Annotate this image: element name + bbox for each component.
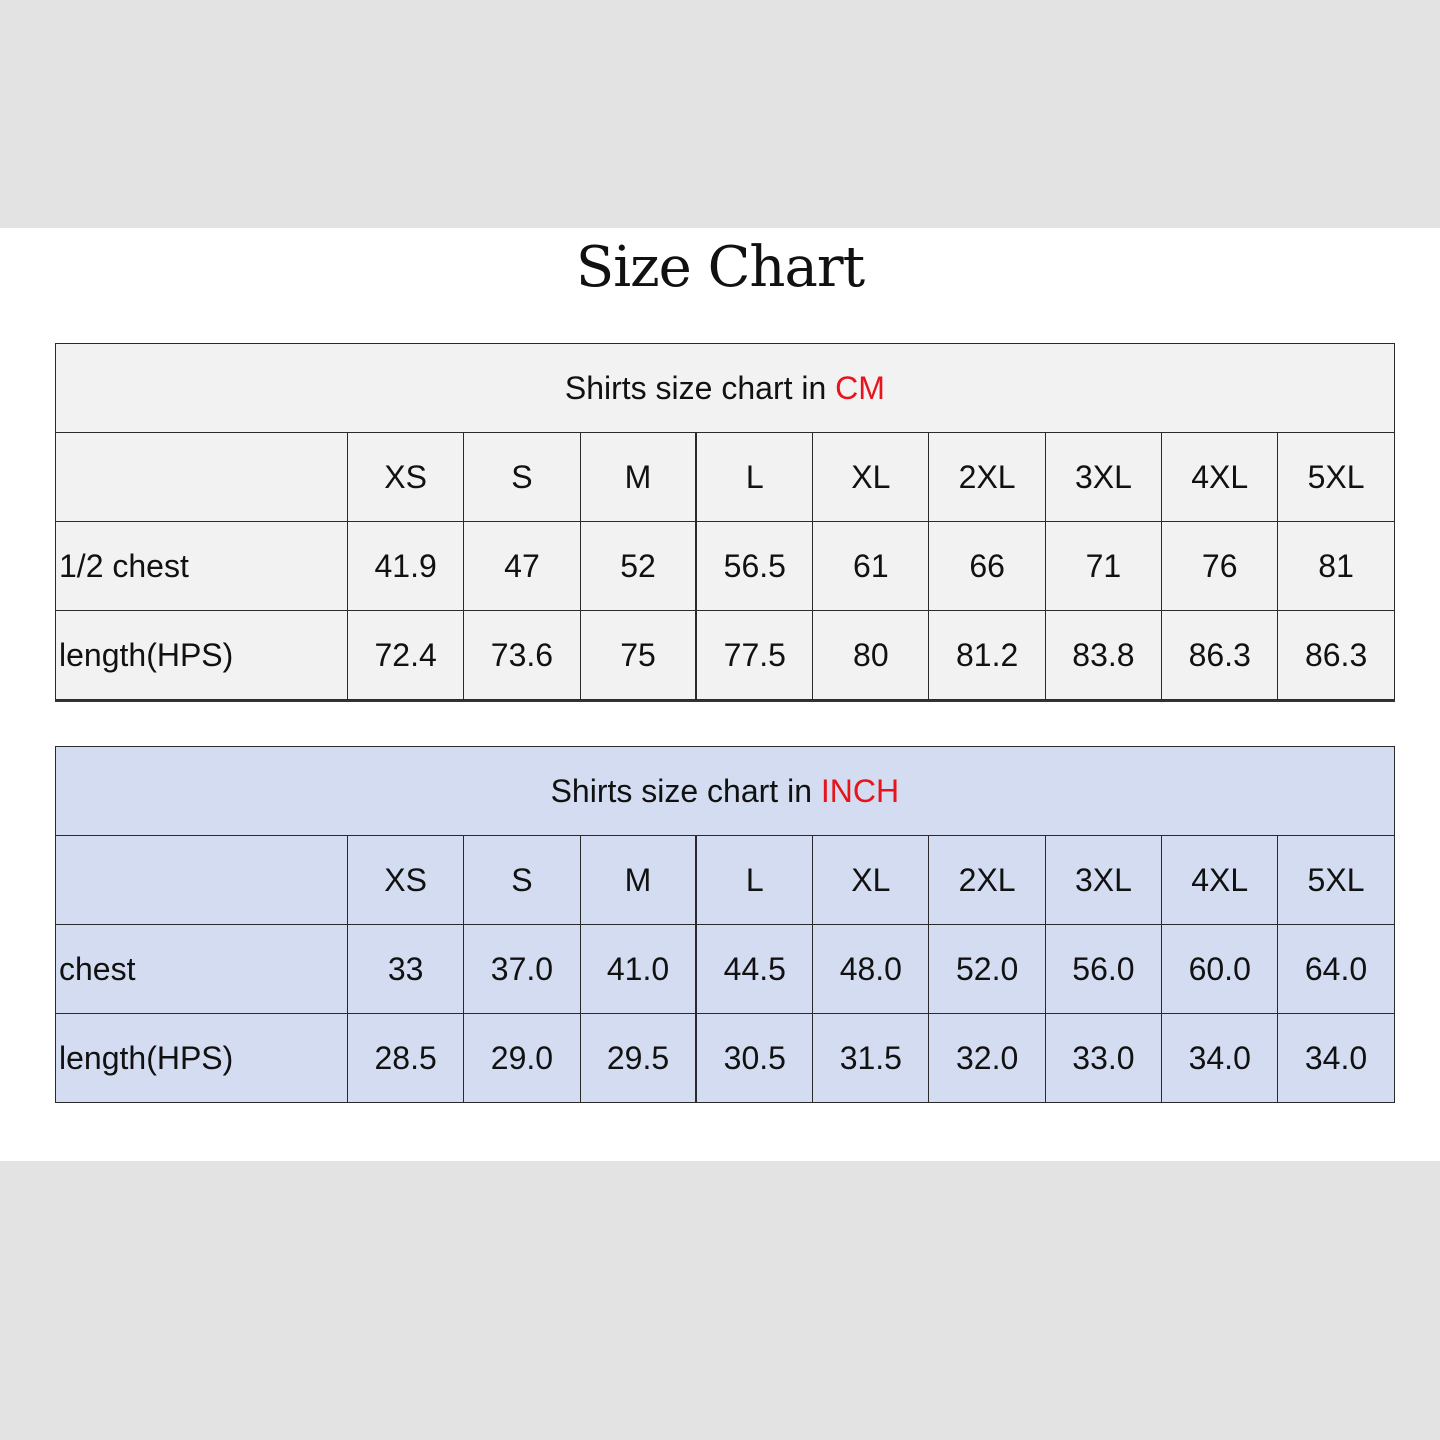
measurement-value: 76 <box>1162 522 1278 611</box>
measurement-value: 81 <box>1278 522 1394 611</box>
measurement-value: 41.9 <box>348 522 464 611</box>
measurement-row <box>56 522 1395 611</box>
measurement-value: 86.3 <box>1278 611 1394 700</box>
measurement-value: 29.5 <box>580 1014 696 1103</box>
measurement-value: 34.0 <box>1162 1014 1278 1103</box>
cm-size-table <box>55 343 1395 700</box>
size-header-cell: 3XL <box>1045 836 1161 925</box>
measurement-value: 61 <box>813 522 929 611</box>
measurement-value: 28.5 <box>348 1014 464 1103</box>
caption-unit: INCH <box>820 772 900 809</box>
size-header-cell: 3XL <box>1045 433 1161 522</box>
measurement-label: chest <box>56 925 348 1014</box>
measurement-value: 31.5 <box>813 1014 929 1103</box>
table-caption-row <box>56 344 1395 433</box>
size-header-cell: 4XL <box>1162 433 1278 522</box>
caption-prefix: Shirts size chart in <box>564 369 836 406</box>
size-header-cell: 5XL <box>1278 433 1394 522</box>
page-title: Size Chart <box>575 235 865 300</box>
measurement-row <box>56 611 1395 700</box>
size-header-cell: L <box>696 433 812 522</box>
measurement-value: 66 <box>929 522 1045 611</box>
table-caption-row <box>56 747 1395 836</box>
measurement-value: 30.5 <box>696 1014 812 1103</box>
size-header-cell: S <box>464 836 580 925</box>
measurement-value: 47 <box>464 522 580 611</box>
measurement-value: 71 <box>1045 522 1161 611</box>
size-header-cell: XS <box>348 433 464 522</box>
size-header-cell: M <box>580 433 696 522</box>
measurement-value: 56.0 <box>1045 925 1161 1014</box>
measurement-row <box>56 925 1395 1014</box>
caption-prefix: Shirts size chart in <box>550 772 821 809</box>
measurement-label: 1/2 chest <box>56 522 348 611</box>
measurement-row <box>56 1014 1395 1103</box>
measurement-value: 64.0 <box>1278 925 1394 1014</box>
measurement-value: 86.3 <box>1162 611 1278 700</box>
size-header-cell: XL <box>813 836 929 925</box>
size-header-cell: L <box>696 836 812 925</box>
size-header-cell: 4XL <box>1162 836 1278 925</box>
measurement-value: 56.5 <box>696 522 812 611</box>
size-header-cell: XS <box>348 836 464 925</box>
header-corner-cell <box>56 836 348 925</box>
measurement-value: 72.4 <box>348 611 464 700</box>
inch-size-table <box>55 746 1395 1103</box>
header-corner-cell <box>56 433 348 522</box>
measurement-value: 83.8 <box>1045 611 1161 700</box>
size-header-cell: XL <box>813 433 929 522</box>
measurement-value: 81.2 <box>929 611 1045 700</box>
measurement-value: 73.6 <box>464 611 580 700</box>
measurement-value: 33 <box>348 925 464 1014</box>
measurement-value: 48.0 <box>813 925 929 1014</box>
size-header-row <box>56 836 1395 925</box>
table-caption <box>56 747 1395 836</box>
measurement-value: 33.0 <box>1045 1014 1161 1103</box>
measurement-value: 41.0 <box>580 925 696 1014</box>
measurement-label: length(HPS) <box>56 611 348 700</box>
measurement-value: 52 <box>580 522 696 611</box>
measurement-value: 60.0 <box>1162 925 1278 1014</box>
caption-unit: CM <box>835 369 885 406</box>
size-header-row <box>56 433 1395 522</box>
size-header-cell: 2XL <box>929 433 1045 522</box>
measurement-value: 44.5 <box>696 925 812 1014</box>
size-header-cell: 2XL <box>929 836 1045 925</box>
measurement-value: 80 <box>813 611 929 700</box>
measurement-value: 29.0 <box>464 1014 580 1103</box>
measurement-value: 34.0 <box>1278 1014 1394 1103</box>
measurement-value: 75 <box>580 611 696 700</box>
size-header-cell: 5XL <box>1278 836 1394 925</box>
table-caption <box>56 344 1395 433</box>
measurement-value: 52.0 <box>929 925 1045 1014</box>
size-header-cell: S <box>464 433 580 522</box>
measurement-value: 77.5 <box>696 611 812 700</box>
measurement-value: 37.0 <box>464 925 580 1014</box>
measurement-value: 32.0 <box>929 1014 1045 1103</box>
measurement-label: length(HPS) <box>56 1014 348 1103</box>
size-header-cell: M <box>580 836 696 925</box>
